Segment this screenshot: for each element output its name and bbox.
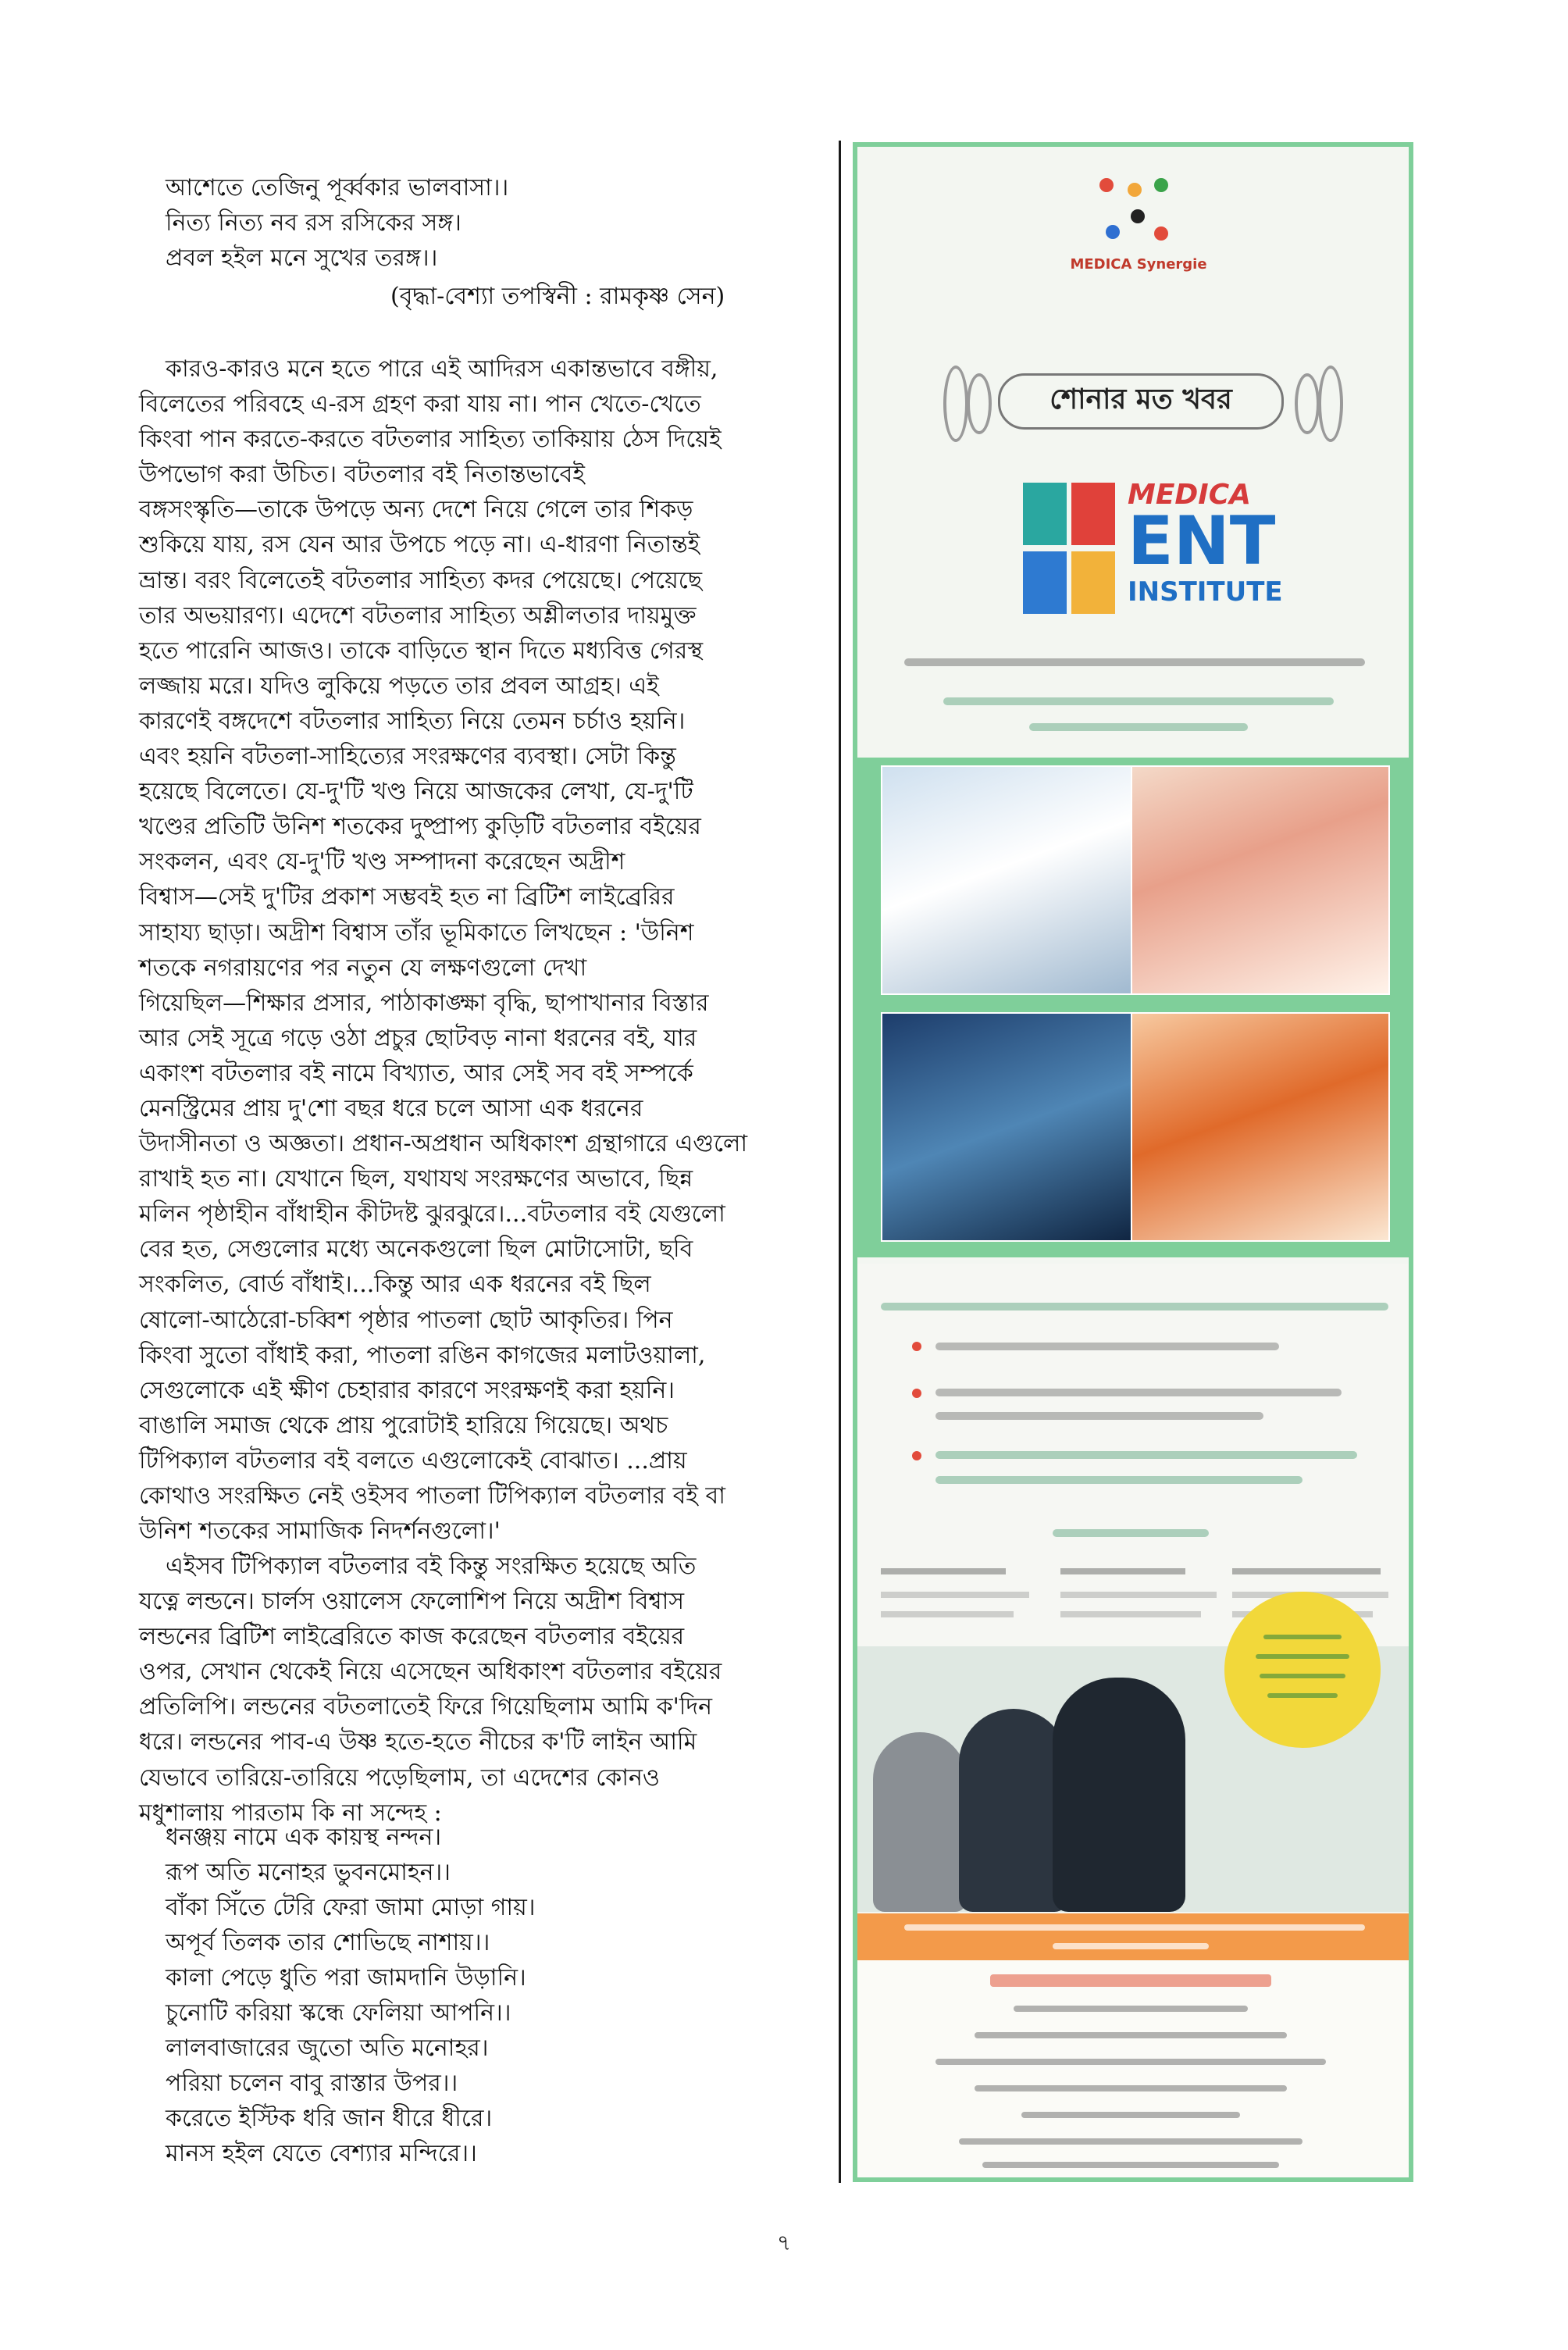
ad-blurred-text: [1053, 1943, 1209, 1949]
text-line: ষোলো-আঠেরো-চব্বিশ পৃষ্ঠার পাতলা ছোট আকৃতির। পিন: [139, 1306, 673, 1334]
badge-text: [1267, 1693, 1338, 1698]
ad-blurred-text: [881, 1568, 1006, 1574]
badge-text: [1260, 1674, 1345, 1678]
verse-line: পরিয়া চলেন বাবু রাস্তার উপর।।: [166, 2070, 458, 2097]
text-line: কিংবা পান করতে-করতে বটতলার সাহিত্য তাকিয়ায় ঠেস দিয়েই: [139, 426, 722, 454]
text-line: বঙ্গসংস্কৃতি—তাকে উপড়ে অন্য দেশে নিয়ে গেলে তার শিকড়: [139, 496, 693, 524]
text-line: সেগুলোকে এই ক্ষীণ চেহারার কারণে সংরক্ষণই করা হয়নি।: [139, 1376, 675, 1404]
text-line: সংকলিত, বোর্ড বাঁধাই।...কিন্তু আর এক ধরনের বই ছিল: [139, 1271, 651, 1299]
ad-contact-strip: [857, 1913, 1409, 1960]
text-line: হতে পারেনি আজও। তাকে বাড়িতে স্থান দিতে মধ্যবিত্ত গেরস্থ: [139, 637, 704, 665]
text-line: রাখাই হত না। যেখানে ছিল, যথাযথ সংরক্ষণের অভাবে, ছিন্ন: [139, 1165, 693, 1193]
doctor-figure: [1053, 1678, 1185, 1912]
ad-blurred-text: [982, 2162, 1279, 2168]
verse-line: ধনঞ্জয় নামে এক কায়স্থ নন্দন।: [166, 1824, 442, 1851]
text-line: ভ্রান্ত। বরং বিলেতেই বটতলার সাহিত্য কদর পেয়েছে। পেয়েছে: [139, 566, 703, 594]
text-line: শতকে নগরায়ণের পর নতুন যে লক্ষণগুলো দেখা: [139, 954, 587, 982]
sound-wave-icon: [1318, 366, 1343, 442]
text-line: উনিশ শতকের সামাজিক নিদর্শনগুলো।': [139, 1517, 501, 1546]
ad-blurred-text: [975, 2085, 1287, 2091]
doctor-figure: [873, 1732, 967, 1912]
ad-blurred-text: [904, 1924, 1365, 1931]
verse-line: মানস হইল যেতে বেশ্যার মন্দিরে।।: [166, 2140, 477, 2167]
text-line: খণ্ডের প্রতিটি উনিশ শতকের দুষ্প্রাপ্য কুড়িটি বটতলার বইয়ের: [139, 813, 701, 841]
verse-line: চুনোটি করিয়া স্কন্ধে ফেলিয়া আপনি।।: [166, 1999, 511, 2027]
text-line: বিশ্বাস—সেই দু'টির প্রকাশ সম্ভবই হত না ব্রিটিশ লাইব্রেরির: [139, 883, 675, 911]
text-line: প্রতিলিপি। লন্ডনের বটতলাতেই ফিরে গিয়েছিলাম আমি ক'দিন: [139, 1693, 713, 1721]
badge-text: [1256, 1654, 1349, 1659]
surgery-photo: [881, 1012, 1140, 1242]
page-number: ৭: [776, 2230, 792, 2256]
advertisement: [853, 142, 1413, 2182]
text-line: যেভাবে তারিয়ে-তারিয়ে পড়েছিলাম, তা এদেশের কোনও: [139, 1763, 660, 1792]
sound-wave-icon: [1295, 373, 1320, 434]
ad-headline: শোনার মত খবর: [998, 373, 1284, 430]
verse-line: রূপ অতি মনোহর ভুবনমোহন।।: [166, 1859, 451, 1886]
text-line: ওপর, সেখান থেকেই নিয়ে এসেছেন অধিকাংশ বটতলার বইয়ের: [139, 1658, 722, 1686]
text-line: বের হত, সেগুলোর মধ্যে অনেকগুলো ছিল মোটাসোটা, ছবি: [139, 1236, 693, 1264]
ent-logo-blocks-icon: [1023, 483, 1118, 615]
text-line: বাঙালি সমাজ থেকে প্রায় পুরোটাই হারিয়ে গিয়েছে। অথচ: [139, 1411, 668, 1439]
text-line: উপভোগ করা উচিত। বটতলার বই নিতান্তভাবেই: [139, 461, 585, 489]
ad-blurred-text: [935, 1343, 1279, 1350]
text-line: শুকিয়ে যায়, রস যেন আর উপচে পড়ে না। এ-ধারণা নিতান্তই: [139, 531, 700, 559]
verse-line: করেতে ইস্টিক ধরি জান ধীরে ধীরে।: [166, 2105, 493, 2132]
verse-line: কালা পেড়ে ধুতি পরা জামদানি উড়ানি।: [166, 1964, 526, 1992]
text-line: মেনস্ট্রিমের প্রায় দু'শো বছর ধরে চলে আসা এক ধরনের: [139, 1094, 643, 1122]
text-line: গিয়েছিল—শিক্ষার প্রসার, পাঠাকাঙ্ক্ষা বৃদ্ধি, ছাপাখানার বিস্তার: [139, 989, 709, 1017]
text-line: লজ্জায় মরে। যদিও লুকিয়ে পড়তে তার প্রবল আগ্রহ। এই: [139, 672, 659, 700]
ad-blurred-text: [975, 2032, 1287, 2038]
text-line: যত্নে লন্ডনে। চার্লস ওয়ালেস ফেলোশিপ নিয়ে অদ্রীশ বিশ্বাস: [139, 1588, 685, 1616]
doctor-figure: [959, 1709, 1068, 1912]
ad-blurred-text: [1060, 1592, 1217, 1598]
ad-blurred-text: [943, 697, 1334, 705]
column-divider: [839, 141, 841, 2183]
text-line: তার অভয়ারণ্য। এদেশে বটতলার সাহিত্য অশ্লীলতার দায়মুক্ত: [139, 601, 697, 629]
ad-blurred-text: [881, 1592, 1029, 1598]
verse-line: অপূর্ব তিলক তার শোভিছে নাশায়।।: [166, 1929, 490, 1956]
text-line: কোথাও সংরক্ষিত নেই ওইসব পাতলা টিপিক্যাল বটতলার বই বা: [139, 1482, 725, 1510]
verse-line: নিত্য নিত্য নব রস রসিকের সঙ্গ।: [166, 209, 461, 237]
ad-blurred-text: [881, 1303, 1388, 1311]
verse-bottom: [166, 1820, 535, 2171]
text-line: একাংশ বটতলার বই নামে বিখ্যাত, আর সেই সব বই সম্পর্কে: [139, 1059, 693, 1087]
verse-line: লালবাজারের জুতো অতি মনোহর।: [166, 2034, 489, 2062]
text-line: এবং হয়নি বটতলা-সাহিত্যের সংরক্ষণের ব্যবস্থা। সেটা কিন্তু: [139, 743, 676, 771]
text-line: বিলেতের পরিবহে এ-রস গ্রহণ করা যায় না। পান খেতে-খেতে: [139, 390, 701, 419]
ad-logo-medica: MEDICA: [1128, 479, 1251, 511]
text-line: লন্ডনের ব্রিটিশ লাইব্রেরিতে কাজ করেছেন বটতলার বইয়ের: [139, 1623, 685, 1651]
paragraph-2: [139, 1549, 764, 1831]
text-line: টিপিক্যাল বটতলার বই বলতে এগুলোকেই বোঝাত। ...প্রায়: [139, 1446, 687, 1475]
ad-brand: MEDICA Synergie: [1070, 256, 1207, 273]
ad-blurred-text: [881, 1611, 1014, 1617]
paragraph-1: [139, 351, 764, 1549]
text-line: কিংবা সুতো বাঁধাই করা, পাতলা রঙিন কাগজের মলাটওয়ালা,: [139, 1341, 706, 1369]
text-line: ধরে। লন্ডনের পাব-এ উষ্ণ হতে-হতে নীচের ক'টি লাইন আমি: [139, 1728, 697, 1756]
badge-text: [1263, 1635, 1342, 1639]
patient-room-photo: [1131, 765, 1390, 995]
text-line: উদাসীনতা ও অজ্ঞতা। প্রধান-অপ্রধান অধিকাংশ গ্রন্থাগারে এগুলো: [139, 1130, 748, 1158]
ad-blurred-text: [1060, 1568, 1185, 1574]
text-line: আর সেই সূত্রে গড়ে ওঠা প্রচুর ছোটবড় নানা ধরনের বই, যার: [139, 1024, 697, 1052]
ad-blurred-text: [935, 1476, 1303, 1484]
text-line: হয়েছে বিলেতে। যে-দু'টি খণ্ড নিয়ে আজকের লেখা, যে-দু'টি: [139, 778, 693, 806]
ad-blurred-text: [935, 1412, 1263, 1420]
verse-line: বাঁকা সিঁতে টেরি ফেরা জামা মোড়া গায়।: [166, 1894, 536, 1921]
bullet-icon: [912, 1389, 921, 1398]
ad-blurred-text: [959, 2138, 1303, 2145]
ad-blurred-text: [990, 1974, 1271, 1987]
ad-blurred-text: [1053, 1529, 1209, 1537]
ad-blurred-text: [904, 658, 1365, 666]
ad-blurred-text: [935, 1451, 1357, 1459]
bullet-icon: [912, 1451, 921, 1460]
ad-blurred-text: [1014, 2006, 1248, 2012]
ad-address-section: [857, 1960, 1409, 2182]
verse-line: প্রবল হইল মনে সুখের তরঙ্গ।।: [166, 244, 438, 272]
sound-wave-icon: [943, 366, 968, 442]
ad-photo-grid: [857, 758, 1409, 1257]
text-line: সাহায্য ছাড়া। অদ্রীশ বিশ্বাস তাঁর ভূমিকাতে লিখছেন : 'উনিশ: [139, 918, 694, 947]
hospital-building-photo: [881, 765, 1140, 995]
verse-top: [166, 170, 508, 276]
ad-blurred-text: [1060, 1611, 1201, 1617]
ad-blurred-text: [935, 1389, 1342, 1396]
ad-logo-ent: ENT: [1128, 502, 1276, 580]
text-line: কারও-কারও মনে হতে পারে এই আদিরস একান্তভাবে বঙ্গীয়,: [166, 355, 718, 383]
ad-blurred-text: [1232, 1568, 1381, 1574]
offer-badge: [1224, 1592, 1381, 1748]
ad-blurred-text: [1029, 723, 1248, 731]
ad-blurred-text: [935, 2059, 1326, 2065]
text-line: এইসব টিপিক্যাল বটতলার বই কিন্তু সংরক্ষিত হয়েছে অতি: [166, 1553, 697, 1580]
ad-blurred-text: [1021, 2112, 1240, 2118]
text-line: কারণেই বঙ্গদেশে বটতলার সাহিত্য নিয়ে তেমন চর্চাও হয়নি।: [139, 707, 686, 735]
ad-logo-institute: INSTITUTE: [1128, 576, 1283, 608]
verse-line: আশেতে তেজিনু পূর্ব্বকার ভালবাসা।।: [166, 174, 509, 201]
verse-attribution: (বৃদ্ধা-বেশ্যা তপস্বিনী : রামকৃষ্ণ সেন): [390, 283, 725, 310]
text-line: মলিন পৃষ্ঠাহীন বাঁধাহীন কীটদষ্ট ঝুরঝুরে।...বটতলার বই যেগুলো: [139, 1200, 725, 1228]
ad-headline-box: [935, 358, 1342, 444]
doctor-examination-photo: [1131, 1012, 1390, 1242]
sound-wave-icon: [967, 373, 992, 434]
text-line: মধুশালায় পারতাম কি না সন্দেহ :: [139, 1799, 442, 1827]
bullet-icon: [912, 1342, 921, 1351]
text-line: সংকলন, এবং যে-দু'টি খণ্ড সম্পাদনা করেছেন অদ্রীশ: [139, 848, 625, 876]
synergie-logo-icon: [1099, 178, 1170, 248]
